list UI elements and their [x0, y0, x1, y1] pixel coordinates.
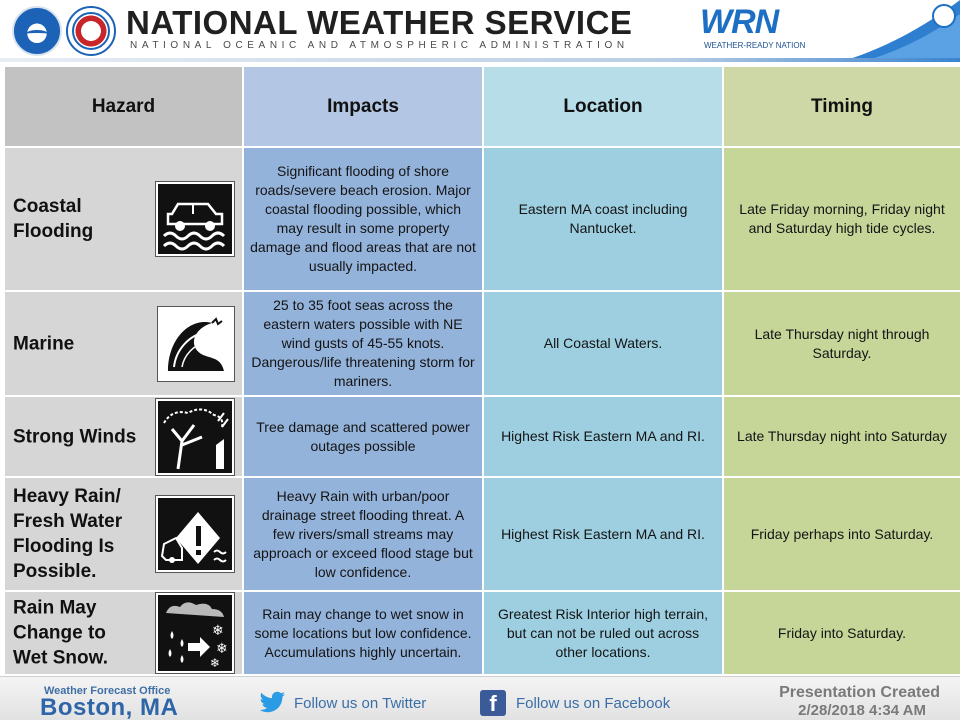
- impacts-cell: Tree damage and scattered power outages possible: [243, 396, 483, 477]
- page-title: NATIONAL WEATHER SERVICE: [126, 4, 633, 41]
- table-row: [4, 291, 960, 396]
- column-header-impacts: Impacts: [243, 66, 483, 147]
- hazard-name: Heavy Rain/ Fresh Water Flooding Is Possible.: [13, 486, 123, 582]
- hazard-name: Coastal Flooding: [13, 196, 94, 242]
- column-header-hazard: Hazard: [4, 66, 243, 147]
- page-subtitle: NATIONAL OCEANIC AND ATMOSPHERIC ADMINISTRATION: [130, 40, 629, 51]
- hazard-cell: [4, 396, 243, 477]
- footer: [0, 676, 960, 720]
- table-row: [4, 591, 960, 675]
- office-label: Weather Forecast Office: [44, 685, 171, 697]
- hazard-cell: [4, 477, 243, 591]
- facebook-icon[interactable]: f: [480, 690, 506, 716]
- presentation-timestamp: 2/28/2018 4:34 AM: [798, 702, 926, 719]
- rain-to-snow-icon: [156, 593, 234, 673]
- header: [0, 0, 960, 62]
- svg-text:❄: ❄: [212, 623, 224, 639]
- department-of-commerce-seal: [932, 4, 956, 28]
- flood-warning-icon: [156, 496, 234, 572]
- timing-cell: Late Friday morning, Friday night and Saturday high tide cycles.: [723, 147, 960, 291]
- timing-cell: Late Thursday night through Saturday.: [723, 291, 960, 396]
- column-header-location: Location: [483, 66, 723, 147]
- strong-winds-tree-icon: [156, 399, 234, 475]
- hazard-cell: [4, 147, 243, 291]
- twitter-link[interactable]: Follow us on Twitter: [294, 695, 427, 712]
- coastal-flooding-car-icon: [156, 182, 234, 256]
- location-cell: All Coastal Waters.: [483, 291, 723, 396]
- noaa-logo: [12, 6, 62, 56]
- twitter-icon[interactable]: [258, 691, 286, 713]
- location-cell: Eastern MA coast including Nantucket.: [483, 147, 723, 291]
- svg-text:❄: ❄: [216, 641, 228, 657]
- wrn-logo: WRN WEATHER-READY NATION: [700, 3, 806, 50]
- nws-logo: [66, 6, 116, 56]
- table-header-row: [4, 66, 960, 147]
- table-row: [4, 396, 960, 477]
- marine-wave-icon: [158, 307, 234, 381]
- hazard-name: Rain May Change to Wet Snow.: [13, 597, 108, 669]
- impacts-cell: Significant flooding of shore roads/severe beach erosion. Major coastal flooding possible, which may result in some property damage and flood areas that are not usually impacted.: [243, 147, 483, 291]
- timing-cell: Late Thursday night into Saturday: [723, 396, 960, 477]
- table-row: [4, 477, 960, 591]
- presentation-label: Presentation Created: [779, 684, 940, 701]
- facebook-link[interactable]: Follow us on Facebook: [516, 695, 671, 712]
- hazard-cell: [4, 291, 243, 396]
- timing-cell: Friday into Saturday.: [723, 591, 960, 675]
- impacts-cell: Heavy Rain with urban/poor drainage street flooding threat. A few rivers/small streams may approach or exceed flood stage but low confidence.: [243, 477, 483, 591]
- column-header-timing: Timing: [723, 66, 960, 147]
- timing-cell: Friday perhaps into Saturday.: [723, 477, 960, 591]
- hazard-table: [3, 65, 960, 676]
- header-divider: [0, 58, 960, 62]
- impacts-cell: Rain may change to wet snow in some locations but low confidence. Accumulations highly uncertain.: [243, 591, 483, 675]
- hazard-cell: [4, 591, 243, 675]
- hazard-name: Strong Winds: [13, 426, 137, 447]
- hazard-name: Marine: [13, 333, 75, 354]
- impacts-cell: 25 to 35 foot seas across the eastern waters possible with NE wind gusts of 45-55 knots. Dangerous/life threatening storm for mariners.: [243, 291, 483, 396]
- svg-text:❄: ❄: [210, 656, 221, 670]
- location-cell: Highest Risk Eastern MA and RI.: [483, 477, 723, 591]
- location-cell: Highest Risk Eastern MA and RI.: [483, 396, 723, 477]
- table-row: [4, 147, 960, 291]
- location-cell: Greatest Risk Interior high terrain, but can not be ruled out across other locations.: [483, 591, 723, 675]
- office-city: Boston, MA: [40, 694, 179, 720]
